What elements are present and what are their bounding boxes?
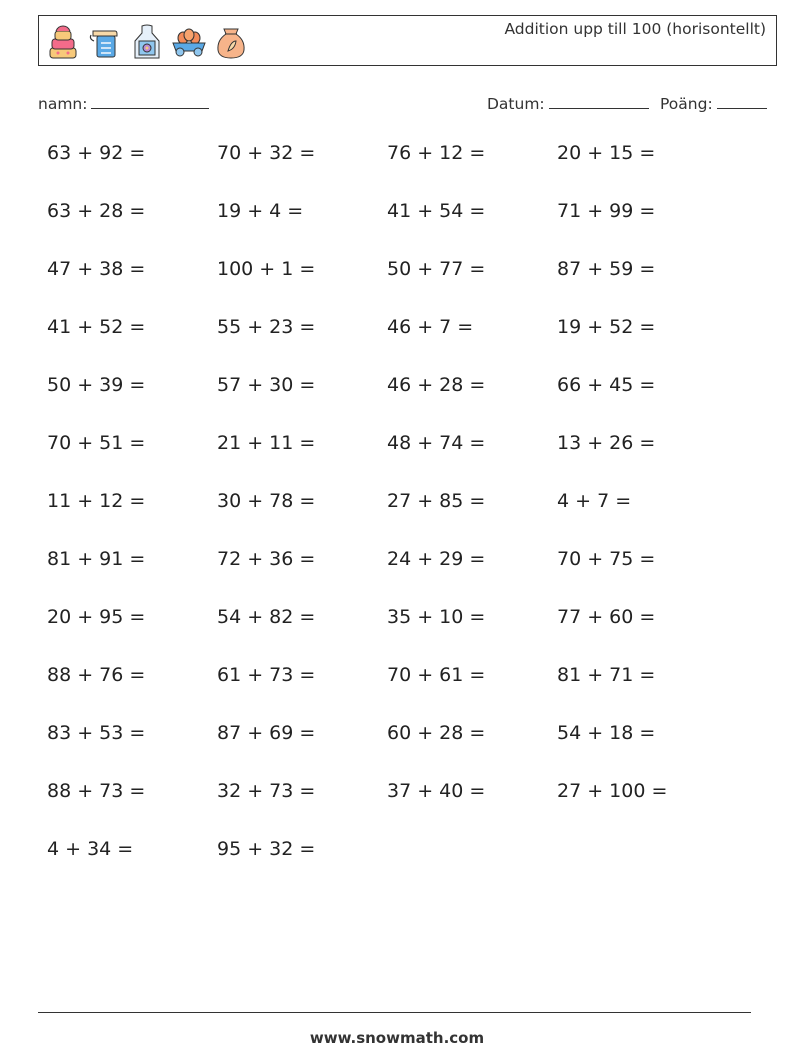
- problem-item: 50 + 77 =: [387, 258, 486, 280]
- problem-item: 55 + 23 =: [217, 316, 316, 338]
- problem-item: 70 + 61 =: [387, 664, 486, 686]
- worksheet-title: Addition upp till 100 (horisontellt): [504, 20, 766, 38]
- score-label: Poäng:: [660, 95, 713, 113]
- apron-icon: [129, 23, 165, 61]
- problem-item: 30 + 78 =: [217, 490, 316, 512]
- problem-item: 63 + 92 =: [47, 142, 146, 164]
- problem-item: 72 + 36 =: [217, 548, 316, 570]
- egg-tray-icon: [171, 23, 207, 61]
- score-line[interactable]: [717, 94, 767, 109]
- problem-item: 19 + 4 =: [217, 200, 304, 222]
- problem-item: 27 + 85 =: [387, 490, 486, 512]
- problem-item: 63 + 28 =: [47, 200, 146, 222]
- date-field[interactable]: [487, 94, 649, 113]
- date-label: Datum:: [487, 95, 545, 113]
- problem-item: 37 + 40 =: [387, 780, 486, 802]
- problem-item: 71 + 99 =: [557, 200, 656, 222]
- problem-item: 46 + 28 =: [387, 374, 486, 396]
- name-field[interactable]: [38, 94, 209, 113]
- problem-item: 60 + 28 =: [387, 722, 486, 744]
- problem-item: 41 + 52 =: [47, 316, 146, 338]
- footer-url: www.snowmath.com: [309, 1029, 485, 1047]
- problem-item: 77 + 60 =: [557, 606, 656, 628]
- problem-item: 95 + 32 =: [217, 838, 316, 860]
- problem-item: 70 + 32 =: [217, 142, 316, 164]
- problem-item: 81 + 71 =: [557, 664, 656, 686]
- problem-item: 88 + 76 =: [47, 664, 146, 686]
- problem-item: 76 + 12 =: [387, 142, 486, 164]
- problem-item: 70 + 51 =: [47, 432, 146, 454]
- footer-divider: [38, 1012, 751, 1013]
- problem-item: 20 + 95 =: [47, 606, 146, 628]
- problem-item: 47 + 38 =: [47, 258, 146, 280]
- problem-item: 48 + 74 =: [387, 432, 486, 454]
- problem-item: 19 + 52 =: [557, 316, 656, 338]
- problem-item: 24 + 29 =: [387, 548, 486, 570]
- problem-item: 21 + 11 =: [217, 432, 316, 454]
- problem-item: 87 + 59 =: [557, 258, 656, 280]
- problem-item: 32 + 73 =: [217, 780, 316, 802]
- problem-item: 41 + 54 =: [387, 200, 486, 222]
- date-line[interactable]: [549, 94, 649, 109]
- worksheet-header: [38, 15, 777, 66]
- problem-item: 87 + 69 =: [217, 722, 316, 744]
- problem-item: 70 + 75 =: [557, 548, 656, 570]
- problem-item: 50 + 39 =: [47, 374, 146, 396]
- problem-item: 35 + 10 =: [387, 606, 486, 628]
- problem-item: 4 + 7 =: [557, 490, 632, 512]
- header-icons: [45, 23, 249, 61]
- problem-item: 83 + 53 =: [47, 722, 146, 744]
- problem-item: 81 + 91 =: [47, 548, 146, 570]
- problem-item: 57 + 30 =: [217, 374, 316, 396]
- problem-item: 54 + 82 =: [217, 606, 316, 628]
- problem-item: 4 + 34 =: [47, 838, 134, 860]
- problem-item: 66 + 45 =: [557, 374, 656, 396]
- problem-item: 27 + 100 =: [557, 780, 668, 802]
- problem-item: 13 + 26 =: [557, 432, 656, 454]
- flour-sack-icon: [213, 23, 249, 61]
- problem-item: 46 + 7 =: [387, 316, 474, 338]
- pitcher-icon: [87, 23, 123, 61]
- score-field[interactable]: [660, 94, 767, 113]
- name-line[interactable]: [91, 94, 209, 109]
- problem-item: 54 + 18 =: [557, 722, 656, 744]
- problem-item: 20 + 15 =: [557, 142, 656, 164]
- problem-item: 100 + 1 =: [217, 258, 316, 280]
- problem-item: 88 + 73 =: [47, 780, 146, 802]
- name-label: namn:: [38, 95, 88, 113]
- cake-icon: [45, 23, 81, 61]
- problem-item: 61 + 73 =: [217, 664, 316, 686]
- problem-item: 11 + 12 =: [47, 490, 146, 512]
